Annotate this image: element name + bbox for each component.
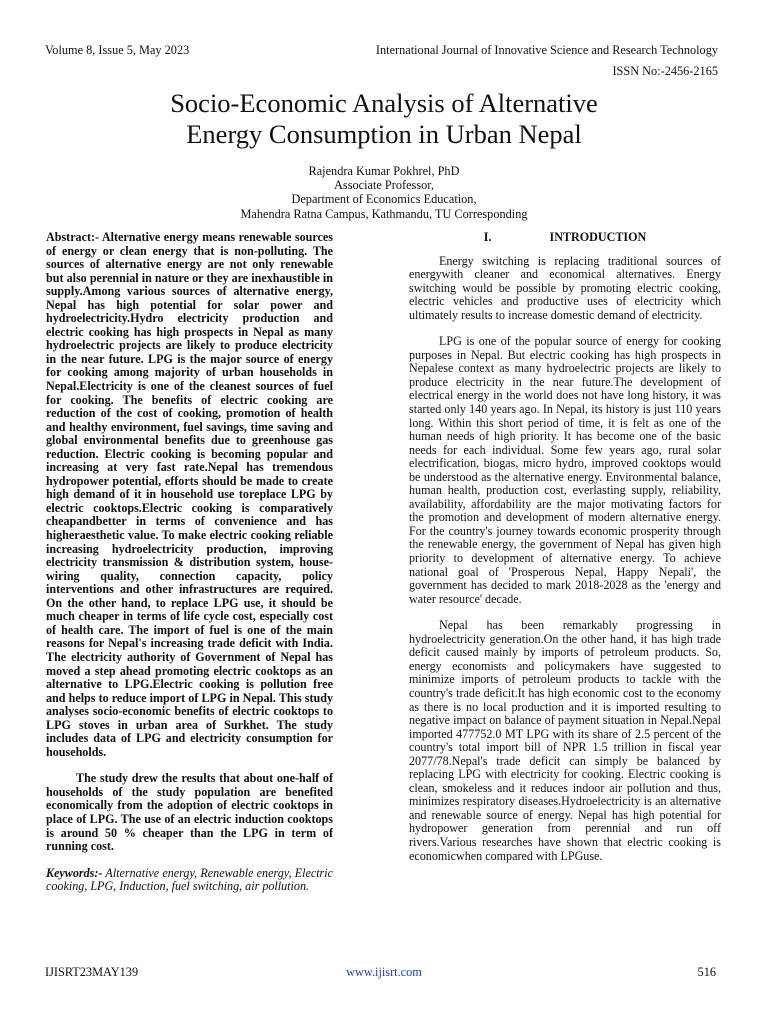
journal-website-link[interactable]: www.ijisrt.com — [346, 965, 422, 979]
author-name: Rajendra Kumar Pokhrel, PhD — [308, 164, 460, 178]
author-block — [0, 164, 768, 221]
paper-title-line-2: Energy Consumption in Urban Nepal — [186, 119, 582, 149]
paper-title-line-1: Socio-Economic Analysis of Alternative — [170, 88, 598, 118]
journal-issn: ISSN No:-2456-2165 — [612, 64, 718, 78]
journal-volume-issue: Volume 8, Issue 5, May 2023 — [45, 43, 190, 57]
intro-paragraph-1: Energy switching is replacing traditional sources of energywith cleaner and economical alternatives. Energy switching would be possible by promoting electric cooking, electric vehicles and productive uses of electricity which ultimately results to increase domestic demand of electricity. — [409, 253, 721, 322]
paper-title — [0, 88, 768, 150]
left-column — [46, 231, 333, 894]
keywords-label: Keywords:- — [46, 865, 103, 880]
author-department: Department of Economics Education, — [291, 192, 477, 207]
journal-name: International Journal of Innovative Science and Research Technology — [375, 43, 718, 57]
page-number: 516 — [697, 965, 716, 979]
keywords — [46, 867, 333, 894]
section-number: I. — [483, 230, 492, 244]
paper-id: IJISRT23MAY139 — [45, 965, 139, 979]
intro-paragraph-2: LPG is one of the popular source of energy for cooking purposes in Nepal. But electric cooking has high prospects in Nepalese context as many hydroelectric projects are likely to produce electricity in the near future.The development of electrical energy in the world does not have long history, it was started only 140 years ago. In Nepal, its history is just 110 years long. Within this short period of time, it is felt as one of the human needs of high priority. It has become one of the basic needs for each individual. Some few years ago, rural solar electrification, biogas, micro hydro, improved cooktops would be understood as the alternative energy. Environmental balance, human health, production cost, everlasting supply, reliability, availability, affordability are the major motivating factors for the promotion and development of modern alternative energy. For the country's journey towards economic prosperity through the renewable energy, the government of Nepal has given high priority to development of alternative energy. To achieve national goal of 'Prosperous Nepal, Happy Nepali', the government has decided to mark 2018-2028 as the 'energy and water resource' decade. — [409, 334, 721, 606]
section-title: INTRODUCTION — [549, 230, 647, 244]
abstract-results: The study drew the results that about one-half of households of the study population are benefited economically from the adoption of electric cooktops in place of LPG. The use of an electric induction cooktops is around 50 % cheaper than the LPG in term of running cost. — [46, 771, 333, 854]
abstract-text: Abstract:- Alternative energy means renewable sources of energy or clean energy that is non-polluting. The sources of alternative energy are not only renewable but also perennial in nature or they are inexhaustible in supply.Among various sources of alternative energy, Nepal has high potential for solar power and hydroelectricity.Hydro electricity production and electric cooking has high prospects in Nepal as many hydroelectric projects are likely to produce electricity in the near future. LPG is the major source of energy for cooking among majority of urban households in Nepal.Electricity is one of the cleanest sources of fuel for cooking. The benefits of electric cooking are reduction of the cost of cooking, promotion of health and healthy environment, fuel savings, time saving and global environmental benefits due to greenhouse gas reduction. Electric cooking is becoming popular and increasing at very fast rate.Nepal has tremendous hydropower potential, efforts should be made to create high demand of it in household use toreplace LPG by electric cooktops.Electric cooking is comparatively cheapandbetter in terms of convenience and has higheraesthetic value. To make electric cooking reliable increasing hydroelectricity production, improving electricity transmission & distribution system, house-wiring quality, connection capacity, policy interventions and other infrastructures are required. On the other hand, to replace LPG use, it should be much cheaper in terms of life cycle cost, especially cost of health care. The import of fuel is one of the main reasons for Nepal's increasing trade deficit with India. The electricity authority of Government of Nepal has moved a step ahead promoting electric cooktops as an alternative to LPG.Electric cooking is pollution free and helps to reduce import of LPG in Nepal. This study analyses socio-economic benefits of electric cooktops to LPG stoves in urban area of Surkhet. The study includes data of LPG and electricity consumption for households. — [46, 230, 333, 759]
section-heading — [409, 231, 721, 245]
keywords-list: Alternative energy, Renewable energy, Electric cooking, LPG, Induction, fuel switching, air pollution. — [46, 865, 333, 894]
author-affiliation: Mahendra Ratna Campus, Kathmandu, TU Corresponding — [240, 206, 528, 221]
intro-paragraph-3: Nepal has been remarkably progressing in hydroelectricity generation.On the other hand, it has high trade deficit caused mainly by imports of petroleum products. So, energy economists and policymakers have suggested to minimize imports of petroleum products to tackle with the country's trade deficit.It has high economic cost to the economy as there is no local production and it is imported resulting to negative impact on balance of payment situation in Nepal.Nepal imported 477752.0 MT LPG with its share of 2.5 percent of the country's total import bill of NPR 1.5 trillion in fiscal year 2077/78.Nepal's trade deficit can simply be balanced by replacing LPG with electricity for cooking. Electric cooking is clean, smokeless and it reduces indoor air pollution and thus, minimizes respiratory diseases.Hydroelectricity is an alternative and renewable source of energy. Nepal has high potential for hydropower generation from perennial and run off rivers.Various researches have shown that electric cooking is economicwhen compared with LPGuse. — [409, 618, 721, 863]
right-column — [409, 231, 721, 876]
author-position: Associate Professor, — [334, 178, 434, 193]
